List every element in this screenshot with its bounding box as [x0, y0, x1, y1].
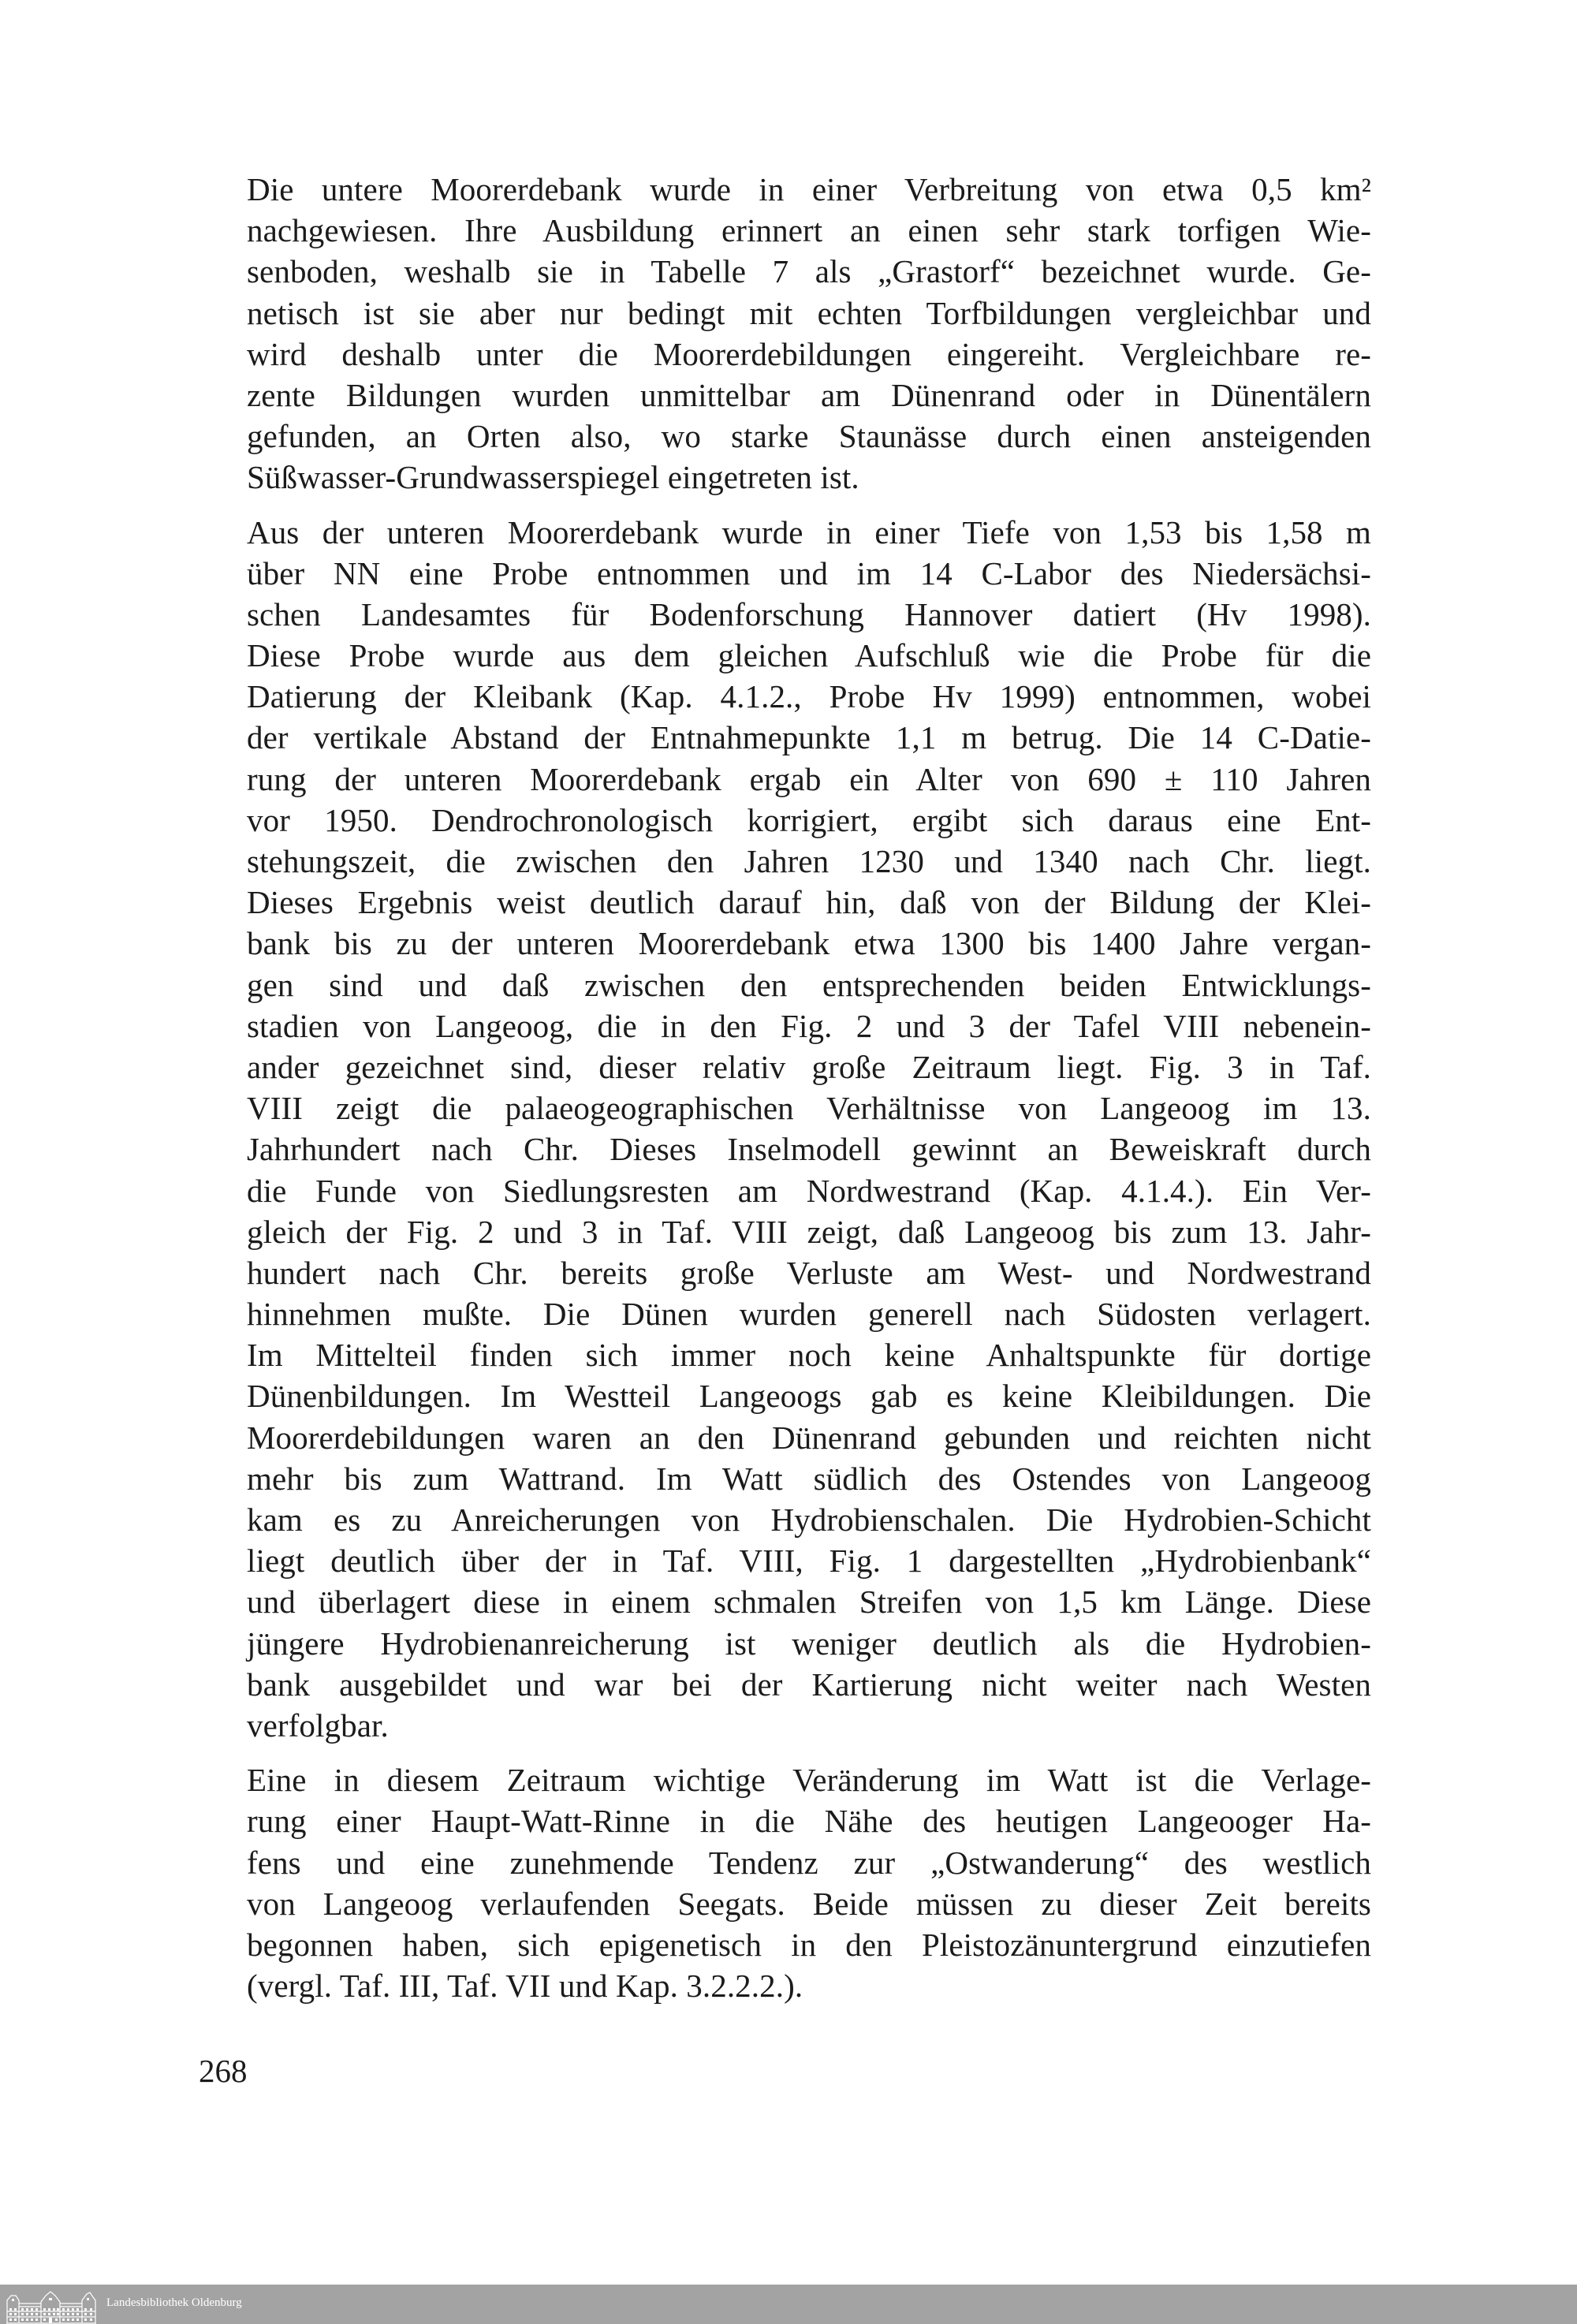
text-line: Die untere Moorerdebank wurde in einer Verbreitung von etwa 0,5 km² — [247, 171, 1371, 207]
paragraph-1 — [247, 169, 1371, 498]
text-line: schen Landesamtes für Bodenforschung Hannover datiert (Hv 1998). — [247, 595, 1371, 632]
text-line: bank bis zu der unteren Moorerdebank etwa 1300 bis 1400 Jahre vergan- — [247, 925, 1371, 962]
library-building-icon — [5, 2291, 98, 2324]
text-line: von Langeoog verlaufenden Seegats. Beide müssen zu dieser Zeit bereits — [247, 1885, 1371, 1922]
text-line: fens und eine zunehmende Tendenz zur „Ostwanderung“ des westlich — [247, 1844, 1371, 1881]
text-line: vor 1950. Dendrochronologisch korrigiert, ergibt sich daraus eine Ent- — [247, 801, 1371, 838]
text-line: Diese Probe wurde aus dem gleichen Aufschluß wie die Probe für die — [247, 637, 1371, 674]
text-line: begonnen haben, sich epigenetisch in den Pleistozänuntergrund einzutiefen — [247, 1926, 1371, 1963]
text-line: Moorerdebildungen waren an den Dünenrand gebunden und reichten nicht — [247, 1419, 1371, 1456]
text-line: jüngere Hydrobienanreicherung ist weniger deutlich als die Hydrobien- — [247, 1625, 1371, 1662]
text-line: Datierung der Kleibank (Kap. 4.1.2., Probe Hv 1999) entnommen, wobei — [247, 678, 1371, 715]
text-line: Aus der unteren Moorerdebank wurde in einer Tiefe von 1,53 bis 1,58 m — [247, 513, 1371, 550]
text-line: Dünenbildungen. Im Westteil Langeoogs gab es keine Kleibildungen. Die — [247, 1378, 1371, 1415]
text-line: zente Bildungen wurden unmittelbar am Dünenrand oder in Dünentälern — [247, 376, 1371, 413]
text-line: rung der unteren Moorerdebank ergab ein Alter von 690 ± 110 Jahren — [247, 760, 1371, 797]
text-line: nachgewiesen. Ihre Ausbildung erinnert an einen sehr stark torfigen Wie- — [247, 212, 1371, 249]
text-line: wird deshalb unter die Moorerdebildungen eingereiht. Vergleichbare re- — [247, 335, 1371, 372]
text-line: verfolgbar. — [247, 1707, 389, 1744]
text-line: (vergl. Taf. III, Taf. VII und Kap. 3.2.2.2.). — [247, 1968, 803, 2005]
text-line: Im Mittelteil finden sich immer noch keine Anhaltspunkte für dortige — [247, 1337, 1371, 1374]
text-line: ander gezeichnet sind, dieser relativ große Zeitraum liegt. Fig. 3 in Taf. — [247, 1048, 1371, 1085]
library-name: Landesbibliothek Oldenburg — [106, 2296, 242, 2309]
text-line: hinnehmen mußte. Die Dünen wurden generell nach Südosten verlagert. — [247, 1296, 1371, 1333]
page-body — [247, 169, 1371, 2020]
text-line: netisch ist sie aber nur bedingt mit echten Torfbildungen vergleichbar und — [247, 294, 1371, 331]
text-line: rung einer Haupt-Watt-Rinne in die Nähe des heutigen Langeooger Ha- — [247, 1803, 1371, 1840]
page-number: 268 — [199, 2053, 248, 2089]
text-line: die Funde von Siedlungsresten am Nordwestrand (Kap. 4.1.4.). Ein Ver- — [247, 1172, 1371, 1209]
text-line: gefunden, an Orten also, wo starke Staunässe durch einen ansteigenden — [247, 418, 1371, 455]
text-line: mehr bis zum Wattrand. Im Watt südlich des Ostendes von Langeoog — [247, 1460, 1371, 1497]
text-line: Jahrhundert nach Chr. Dieses Inselmodell gewinnt an Beweiskraft durch — [247, 1131, 1371, 1168]
text-line: hundert nach Chr. bereits große Verluste am West- und Nordwestrand — [247, 1254, 1371, 1291]
text-line: gleich der Fig. 2 und 3 in Taf. VIII zeigt, daß Langeoog bis zum 13. Jahr- — [247, 1213, 1371, 1250]
text-line: Eine in diesem Zeitraum wichtige Veränderung im Watt ist die Verlage- — [247, 1762, 1371, 1799]
text-line: gen sind und daß zwischen den entsprechenden beiden Entwicklungs- — [247, 966, 1371, 1003]
text-line: Süßwasser-Grundwasserspiegel eingetreten ist. — [247, 459, 859, 496]
text-line: VIII zeigt die palaeogeographischen Verhältnisse von Langeoog im 13. — [247, 1090, 1371, 1127]
text-line: und überlagert diese in einem schmalen Streifen von 1,5 km Länge. Diese — [247, 1584, 1371, 1621]
text-line: senboden, weshalb sie in Tabelle 7 als „Grastorf“ bezeichnet wurde. Ge- — [247, 253, 1371, 290]
text-line: der vertikale Abstand der Entnahmepunkte 1,1 m betrug. Die 14 C-Datie- — [247, 719, 1371, 756]
text-line: Dieses Ergebnis weist deutlich darauf hin, daß von der Bildung der Klei- — [247, 884, 1371, 921]
library-footer-bar — [0, 2285, 1577, 2324]
text-line: liegt deutlich über der in Taf. VIII, Fig. 1 dargestellten „Hydrobienbank“ — [247, 1542, 1371, 1580]
paragraph-3 — [247, 1759, 1371, 2006]
paragraph-2 — [247, 512, 1371, 1747]
text-line: bank ausgebildet und war bei der Kartierung nicht weiter nach Westen — [247, 1666, 1371, 1703]
text-line: über NN eine Probe entnommen und im 14 C-Labor des Niedersächsi- — [247, 554, 1371, 591]
text-line: stadien von Langeoog, die in den Fig. 2 und 3 der Tafel VIII nebenein- — [247, 1007, 1371, 1044]
text-line: kam es zu Anreicherungen von Hydrobienschalen. Die Hydrobien-Schicht — [247, 1501, 1371, 1538]
text-line: stehungszeit, die zwischen den Jahren 1230 und 1340 nach Chr. liegt. — [247, 843, 1371, 879]
